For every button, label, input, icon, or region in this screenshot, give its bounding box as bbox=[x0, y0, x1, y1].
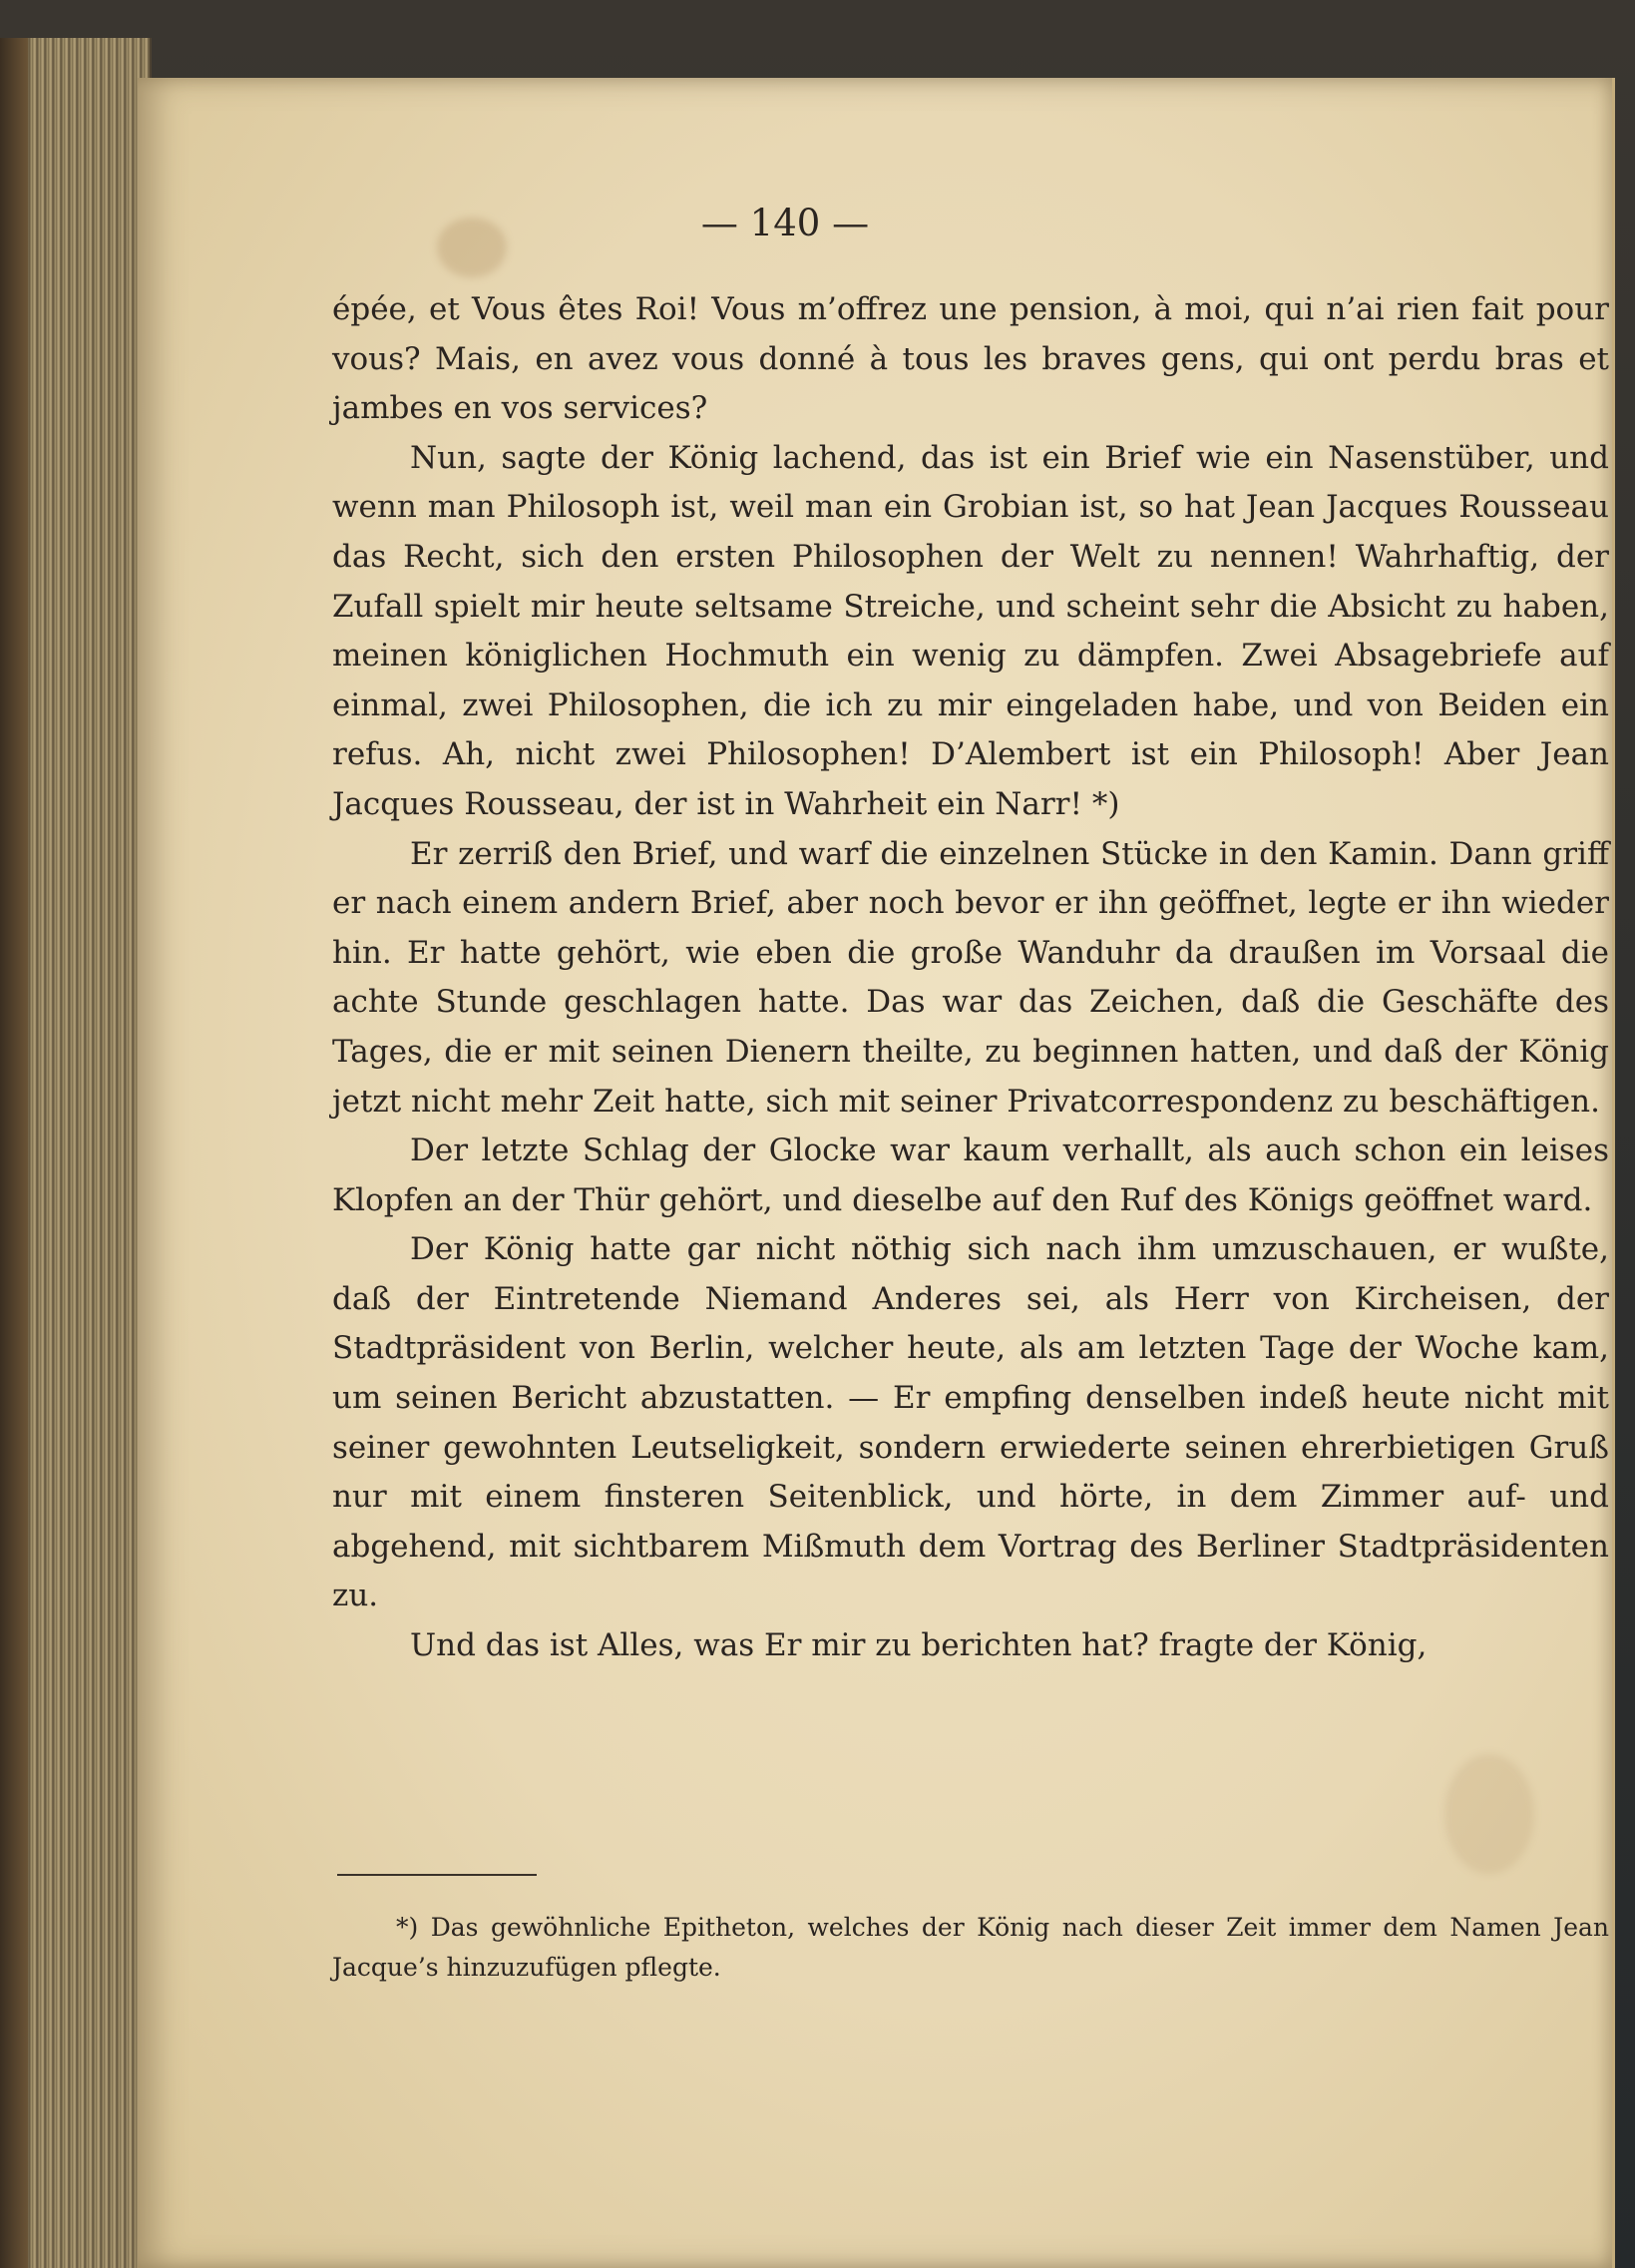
paragraph: Er zerriß den Brief, und warf die einzelnen Stücke in den Kamin. Dann griff er nach einem andern Brief, aber noch bevor er ihn geöffnet, legte er ihn wieder hin. Er hatte gehört, wie eben die große Wanduhr da draußen im Vorsaal die achte Stunde geschlagen hatte. Das war das Zeichen, daß die Geschäfte des Tages, die er mit seinen Dienern theilte, zu beginnen hatten, und daß der König jetzt nicht mehr Zeit hatte, sich mit seiner Privatcorrespondenz zu beschäftigen. bbox=[332, 835, 1609, 1120]
paragraph: Der König hatte gar nicht nöthig sich nach ihm umzuschauen, er wußte, daß der Eintretende Niemand Anderes sei, als Herr von Kircheisen, der Stadtpräsident von Berlin, welcher heute, als am letzten Tage der Woche kam, um seinen Bericht abzustatten. — Er empfing denselben indeß heute nicht mit seiner gewohnten Leutseligkeit, sondern erwiederte seinen ehrerbietigen Gruß nur mit einem finsteren Seitenblick, und hörte, in dem Zimmer auf- und abgehend, mit sichtbarem Mißmuth dem Vortrag des Berliner Stadtpräsidenten zu. bbox=[332, 1231, 1609, 1614]
paragraph: Der letzte Schlag der Glocke war kaum verhallt, als auch schon ein leises Klopfen an der Thür gehört, und dieselbe auf den Ruf des Königs geöffnet ward. bbox=[332, 1133, 1609, 1218]
book-spine bbox=[0, 38, 28, 2268]
paragraph: Und das ist Alles, was Er mir zu berichten hat? fragte der König, bbox=[410, 1627, 1428, 1664]
page-number: — 140 — bbox=[700, 202, 870, 244]
paragraph: épée, et Vous êtes Roi! Vous m’offrez une pension, à moi, qui n’ai rien fait pour vous? Mais, en avez vous donné à tous les braves gens, qui ont perdu bras et jambes en vos services? bbox=[332, 291, 1609, 427]
footnote: *) Das gewöhnliche Epitheton, welches der König nach dieser Zeit immer dem Namen Jean Jacque’s hinzuzufügen pflegte. bbox=[332, 1913, 1609, 1982]
book-page bbox=[138, 78, 1615, 2268]
paragraph: Nun, sagte der König lachend, das ist ein Brief wie ein Nasenstüber, und wenn man Philosoph ist, weil man ein Grobian ist, so hat Jean Jacques Rousseau das Recht, sich den ersten Philosophen der Welt zu nennen! Wahrhaftig, der Zufall spielt mir heute seltsame Streiche, und scheint sehr die Absicht zu haben, meinen königlichen Hochmuth ein wenig zu dämpfen. Zwei Absagebriefe auf einmal, zwei Philosophen, die ich zu mir eingeladen habe, und von Beiden ein refus. Ah, nicht zwei Philosophen! D’Alembert ist ein Philosoph! Aber Jean Jacques Rousseau, der ist in Wahrheit ein Narr! *) bbox=[332, 439, 1609, 822]
body-text bbox=[332, 285, 1609, 1671]
stain-mark bbox=[1444, 1754, 1534, 1874]
footnote-divider bbox=[337, 1874, 537, 1876]
